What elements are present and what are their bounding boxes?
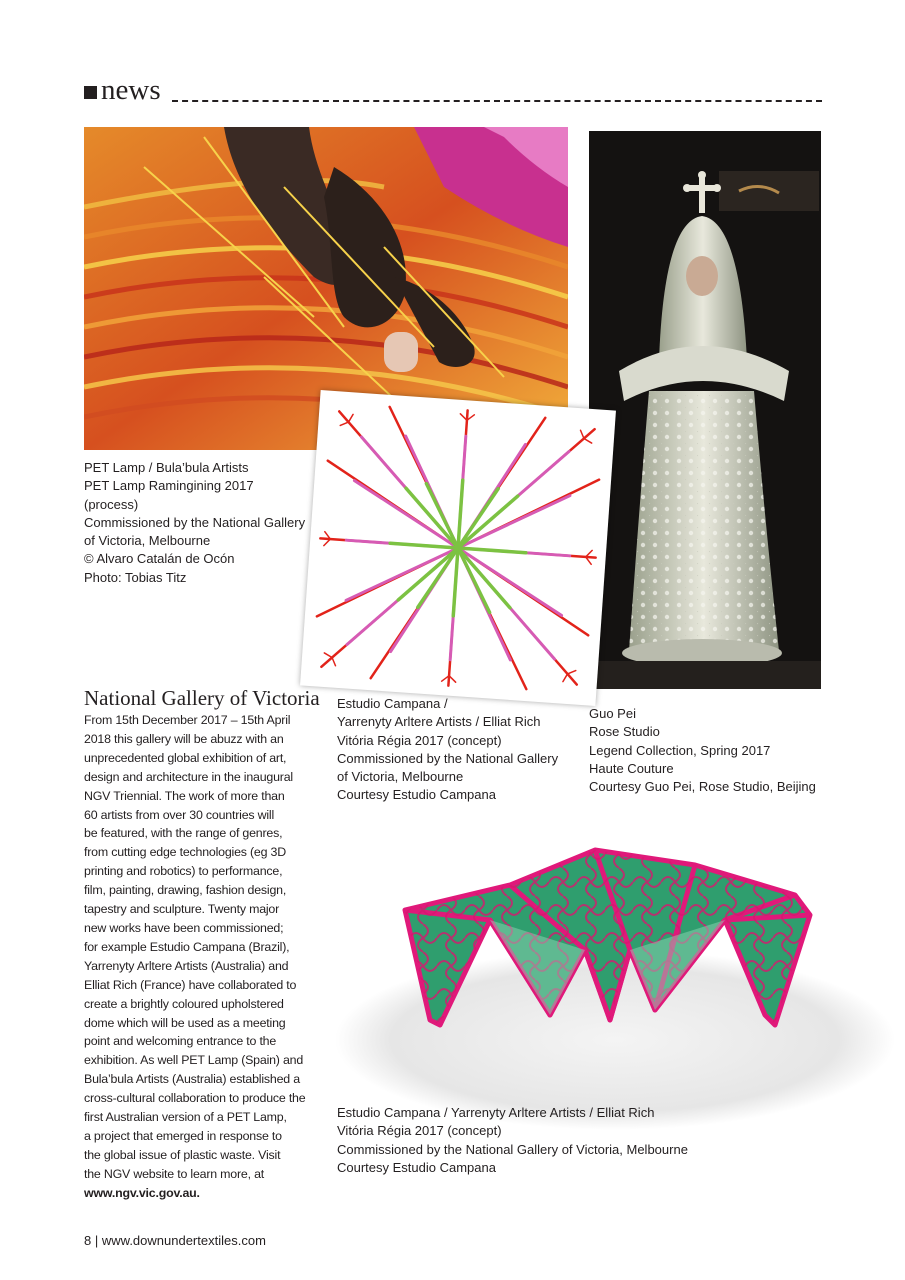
caption-line: Estudio Campana / [337,696,448,711]
caption-lily [337,695,558,805]
caption-line: PET Lamp Ramingining 2017 [84,478,254,494]
caption-line: Commissioned by the National Gallery of Victoria, Melbourne [337,1141,688,1157]
header-dash-rule [172,100,822,102]
article-line: Bula’bula Artists (Australia) established a [84,1072,300,1087]
article-line: the NGV website to learn more, at [84,1166,265,1181]
photo-gown [589,131,821,689]
caption-line: Legend Collection, Spring 2017 [589,742,771,758]
footer-separator: | [94,1233,99,1248]
article-line: new works have been commissioned; [84,920,284,935]
article-line: cross-cultural collaboration to produce the [84,1091,306,1106]
article-body [84,711,316,1203]
caption-line: Rose Studio [589,724,660,740]
caption-line: Guo Pei [589,706,636,721]
caption-line: Estudio Campana / Yarrenyty Arltere Artists / Elliat Rich [337,1105,655,1120]
caption-weaving [84,459,305,587]
article-line: 60 artists from over 30 countries will [84,807,275,822]
article-line: unprecedented global exhibition of art, [84,750,287,765]
caption-line: Courtesy Guo Pei, Rose Studio, Beijing [589,779,816,795]
section-title: news [101,74,161,106]
article-line: be featured, with the range of genres, [84,826,283,841]
article-line: for example Estudio Campana (Brazil), [84,939,290,954]
caption-gown [589,705,816,796]
photo-lily-drawing [300,390,616,706]
article-url-link[interactable]: www.ngv.vic.gov.au. [84,1185,200,1200]
article-line: From 15th December 2017 – 15th April [84,713,291,727]
article-line: film, painting, drawing, fashion design, [84,883,287,898]
article-line: from cutting edge technologies (eg 3D [84,845,286,860]
article-line: NGV Triennial. The work of more than [84,788,285,803]
photo-dome [325,840,900,1140]
caption-line: PET Lamp / Bula’bula Artists [84,460,249,475]
footer-site-link[interactable]: www.downundertextiles.com [101,1233,266,1248]
caption-line: Commissioned by the National Gallery [84,514,306,530]
caption-dome [337,1104,688,1177]
article-line: dome which will be used as a meeting [84,1015,286,1030]
caption-line: of Victoria, Melbourne [84,533,211,549]
article-line: design and architecture in the inaugural [84,769,293,784]
caption-line: Yarrenyty Arltere Artists / Elliat Rich [337,714,541,730]
page-footer [84,1233,266,1248]
article-line: the global issue of plastic waste. Visit [84,1147,281,1162]
section-marker [84,86,97,99]
article-line: a project that emerged in response to [84,1128,282,1143]
caption-line: Courtesy Estudio Campana [337,1159,496,1175]
article-line: Yarrenyty Arltere Artists (Australia) and [84,958,289,973]
article-line: printing and robotics) to performance, [84,864,283,879]
article-line: exhibition. As well PET Lamp (Spain) and [84,1053,304,1068]
article-line: tapestry and sculpture. Twenty major [84,902,280,917]
caption-line: of Victoria, Melbourne [337,769,464,785]
caption-line: Commissioned by the National Gallery [337,750,559,766]
caption-line: Haute Couture [589,760,674,776]
caption-line: (process) [84,496,139,512]
caption-line: Vitória Régia 2017 (concept) [337,732,502,748]
article-line: 2018 this gallery will be abuzz with an [84,731,284,746]
caption-line: Vitória Régia 2017 (concept) [337,1123,502,1139]
caption-line: Photo: Tobias Titz [84,569,187,585]
article-line: first Australian version of a PET Lamp, [84,1110,287,1125]
caption-line: © Alvaro Catalán de Ocón [84,551,235,567]
caption-line: Courtesy Estudio Campana [337,787,496,803]
article-line: create a brightly coloured upholstered [84,996,284,1011]
article-line: point and welcoming entrance to the [84,1034,277,1049]
article-title: National Gallery of Victoria [84,686,320,710]
page-number: 8 [84,1233,92,1248]
article-line: Elliat Rich (France) have collaborated to [84,977,297,992]
